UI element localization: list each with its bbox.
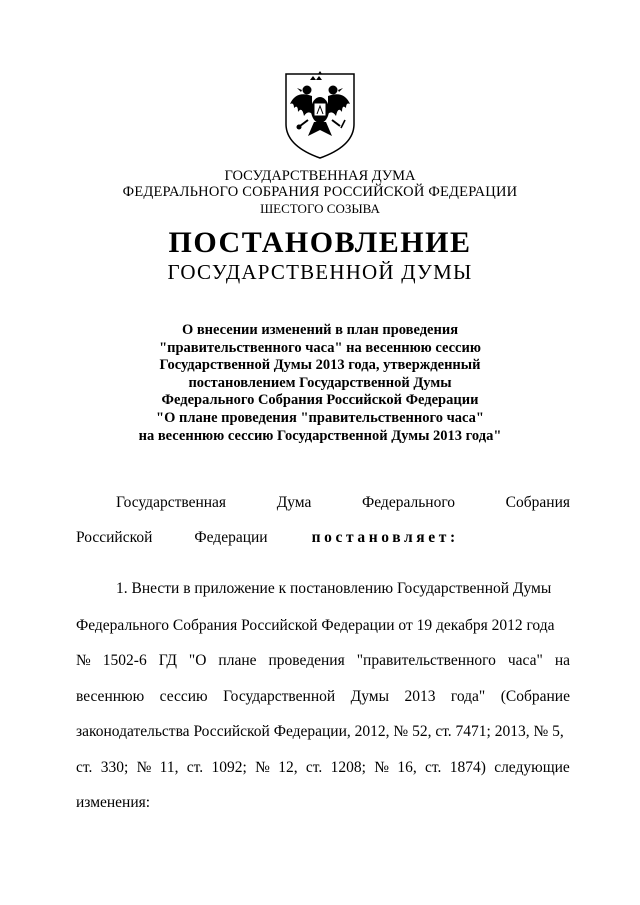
preamble-line-2 — [76, 529, 570, 547]
body-word: следующие — [494, 759, 570, 776]
document-subtitle: ГОСУДАРСТВЕННОЙ ДУМЫ — [167, 260, 473, 284]
body-word: на — [554, 652, 570, 669]
subject-line: Государственной Думы 2013 года, утвержденный — [159, 357, 481, 374]
header-line-2: ФЕДЕРАЛЬНОГО СОБРАНИЯ РОССИЙСКОЙ ФЕДЕРАЦИИ — [122, 184, 518, 200]
subject-line: постановлением Государственной Думы — [188, 374, 452, 391]
state-emblem-icon — [282, 70, 358, 160]
body-word: "О — [188, 652, 207, 669]
body-word: 11, — [159, 759, 179, 776]
body-word: ст. — [76, 759, 93, 776]
body-word: весеннюю — [76, 688, 145, 705]
body-word: 1874) — [449, 759, 486, 776]
body-line-5 — [76, 723, 570, 741]
preamble-word: Дума — [276, 494, 312, 511]
body-line-3 — [76, 652, 570, 670]
body-word: ГД — [158, 652, 177, 669]
body-word: ст. — [305, 759, 323, 776]
body-word: 2013 — [404, 688, 436, 705]
preamble-line-1 — [116, 494, 570, 512]
preamble-word: Федерального — [362, 494, 456, 511]
subject-line: на весеннюю сессию Государственной Думы 2013 года" — [138, 427, 502, 444]
resolution-subject — [0, 322, 640, 445]
resolves-word: постановляет: — [311, 529, 459, 546]
body-word: 16, — [397, 759, 417, 776]
body-word: года" — [450, 688, 486, 705]
body-line-4 — [76, 688, 570, 706]
subject-line: Федерального Собрания Российской Федерации — [161, 392, 479, 409]
body-word: сессию — [159, 688, 208, 705]
body-word: 330; — [100, 759, 129, 776]
body-word: № — [136, 759, 152, 776]
body-line-7 — [76, 794, 570, 812]
body-word: (Собрание — [500, 688, 570, 705]
body-word: проведения — [268, 652, 345, 669]
body-word: 1208; — [330, 759, 366, 776]
body-line-6 — [76, 759, 570, 777]
body-word: 12, — [278, 759, 298, 776]
body-text: Федерального Собрания Российской Федерации от 19 декабря 2012 года — [76, 617, 555, 634]
preamble-word: Российской — [76, 529, 153, 546]
body-text: 1. Внести в приложение к постановлению Государственной Думы — [116, 580, 552, 597]
body-word: "правительственного — [356, 652, 496, 669]
body-word: часа" — [507, 652, 543, 669]
subject-line: "О плане проведения "правительственного часа" — [156, 409, 484, 426]
body-word: 1502-6 — [102, 652, 147, 669]
preamble-word: Федерации — [194, 529, 268, 546]
body-word: № — [374, 759, 390, 776]
body-word: Государственной — [223, 688, 336, 705]
body-line-2 — [76, 617, 570, 635]
body-word: № — [255, 759, 270, 776]
body-word: Думы — [350, 688, 389, 705]
header-line-3: ШЕСТОГО СОЗЫВА — [260, 201, 380, 216]
body-word: ст. — [425, 759, 442, 776]
body-line-1 — [116, 580, 570, 598]
body-text: законодательства Российской Федерации, 2012, № 52, ст. 7471; 2013, № 5, — [76, 723, 564, 740]
body-text: изменения: — [76, 794, 151, 811]
body-word: № — [76, 652, 91, 669]
preamble-word: Государственная — [116, 494, 227, 511]
subject-line: О внесении изменений в план проведения — [181, 322, 459, 338]
header-line-1: ГОСУДАРСТВЕННАЯ ДУМА — [224, 168, 416, 184]
body-word: 1092; — [211, 759, 247, 776]
subject-line: "правительственного часа" на весеннюю сессию — [159, 339, 481, 356]
preamble-word: Собрания — [505, 494, 570, 511]
body-word: ст. — [186, 759, 204, 776]
document-title: ПОСТАНОВЛЕНИЕ — [168, 226, 472, 259]
body-word: плане — [218, 652, 257, 669]
